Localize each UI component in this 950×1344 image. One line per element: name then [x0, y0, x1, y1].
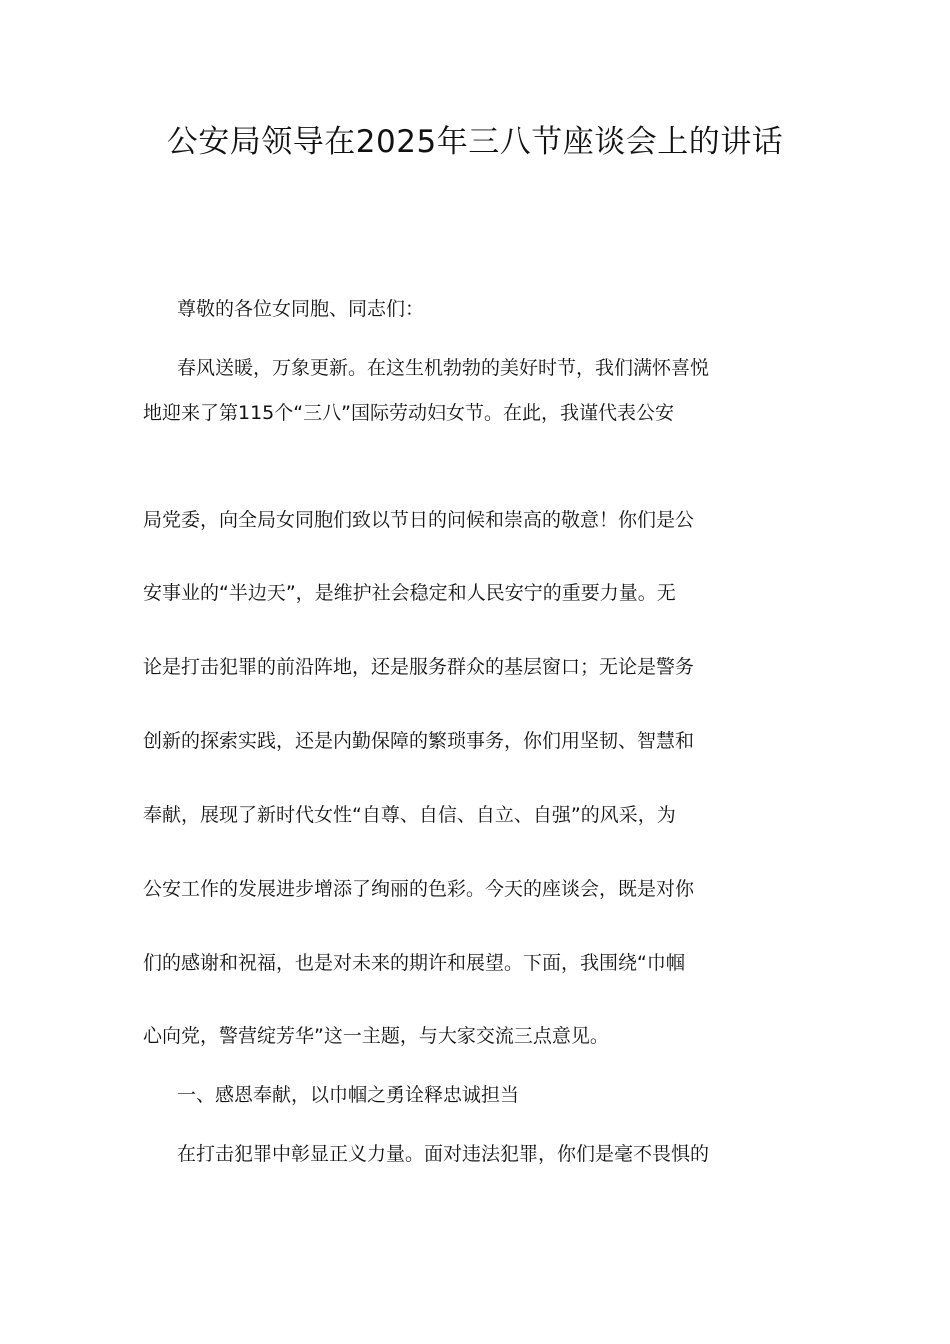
paragraph-2-line-1: 在打击犯罪中彰显正义力量。面对违法犯罪，你们是毫不畏惧的	[177, 1143, 710, 1165]
salutation: 尊敬的各位女同胞、同志们：	[177, 298, 425, 320]
paragraph-1-line-8: 公安工作的发展进步增添了绚丽的色彩。今天的座谈会，既是对你	[143, 878, 695, 900]
paragraph-1-line-4: 安事业的“半边天”，是维护社会稳定和人民安宁的重要力量。无	[143, 582, 676, 604]
paragraph-1-line-7: 奉献，展现了新时代女性“自尊、自信、自立、自强”的风采，为	[143, 804, 676, 826]
paragraph-1-line-9: 们的感谢和祝福，也是对未来的期许和展望。下面，我围绕“巾帼	[143, 952, 685, 974]
section-1-heading: 一、感恩奉献，以巾帼之勇诠释忠诚担当	[177, 1084, 520, 1106]
paragraph-1-line-10: 心向党，警营绽芳华”这一主题，与大家交流三点意见。	[143, 1025, 609, 1047]
paragraph-1-line-5: 论是打击犯罪的前沿阵地，还是服务群众的基层窗口；无论是警务	[143, 656, 695, 678]
paragraph-1-line-3: 局党委，向全局女同胞们致以节日的问候和崇高的敬意！你们是公	[143, 509, 695, 531]
paragraph-1-line-1: 春风送暖，万象更新。在这生机勃勃的美好时节，我们满怀喜悦	[177, 357, 710, 379]
paragraph-1-line-6: 创新的探索实践，还是内勤保障的繁琐事务，你们用坚韧、智慧和	[143, 730, 695, 752]
paragraph-1-line-2: 地迎来了第115个“三八”国际劳动妇女节。在此，我谨代表公安	[143, 402, 674, 424]
document-title: 公安局领导在2025年三八节座谈会上的讲话	[166, 124, 784, 160]
